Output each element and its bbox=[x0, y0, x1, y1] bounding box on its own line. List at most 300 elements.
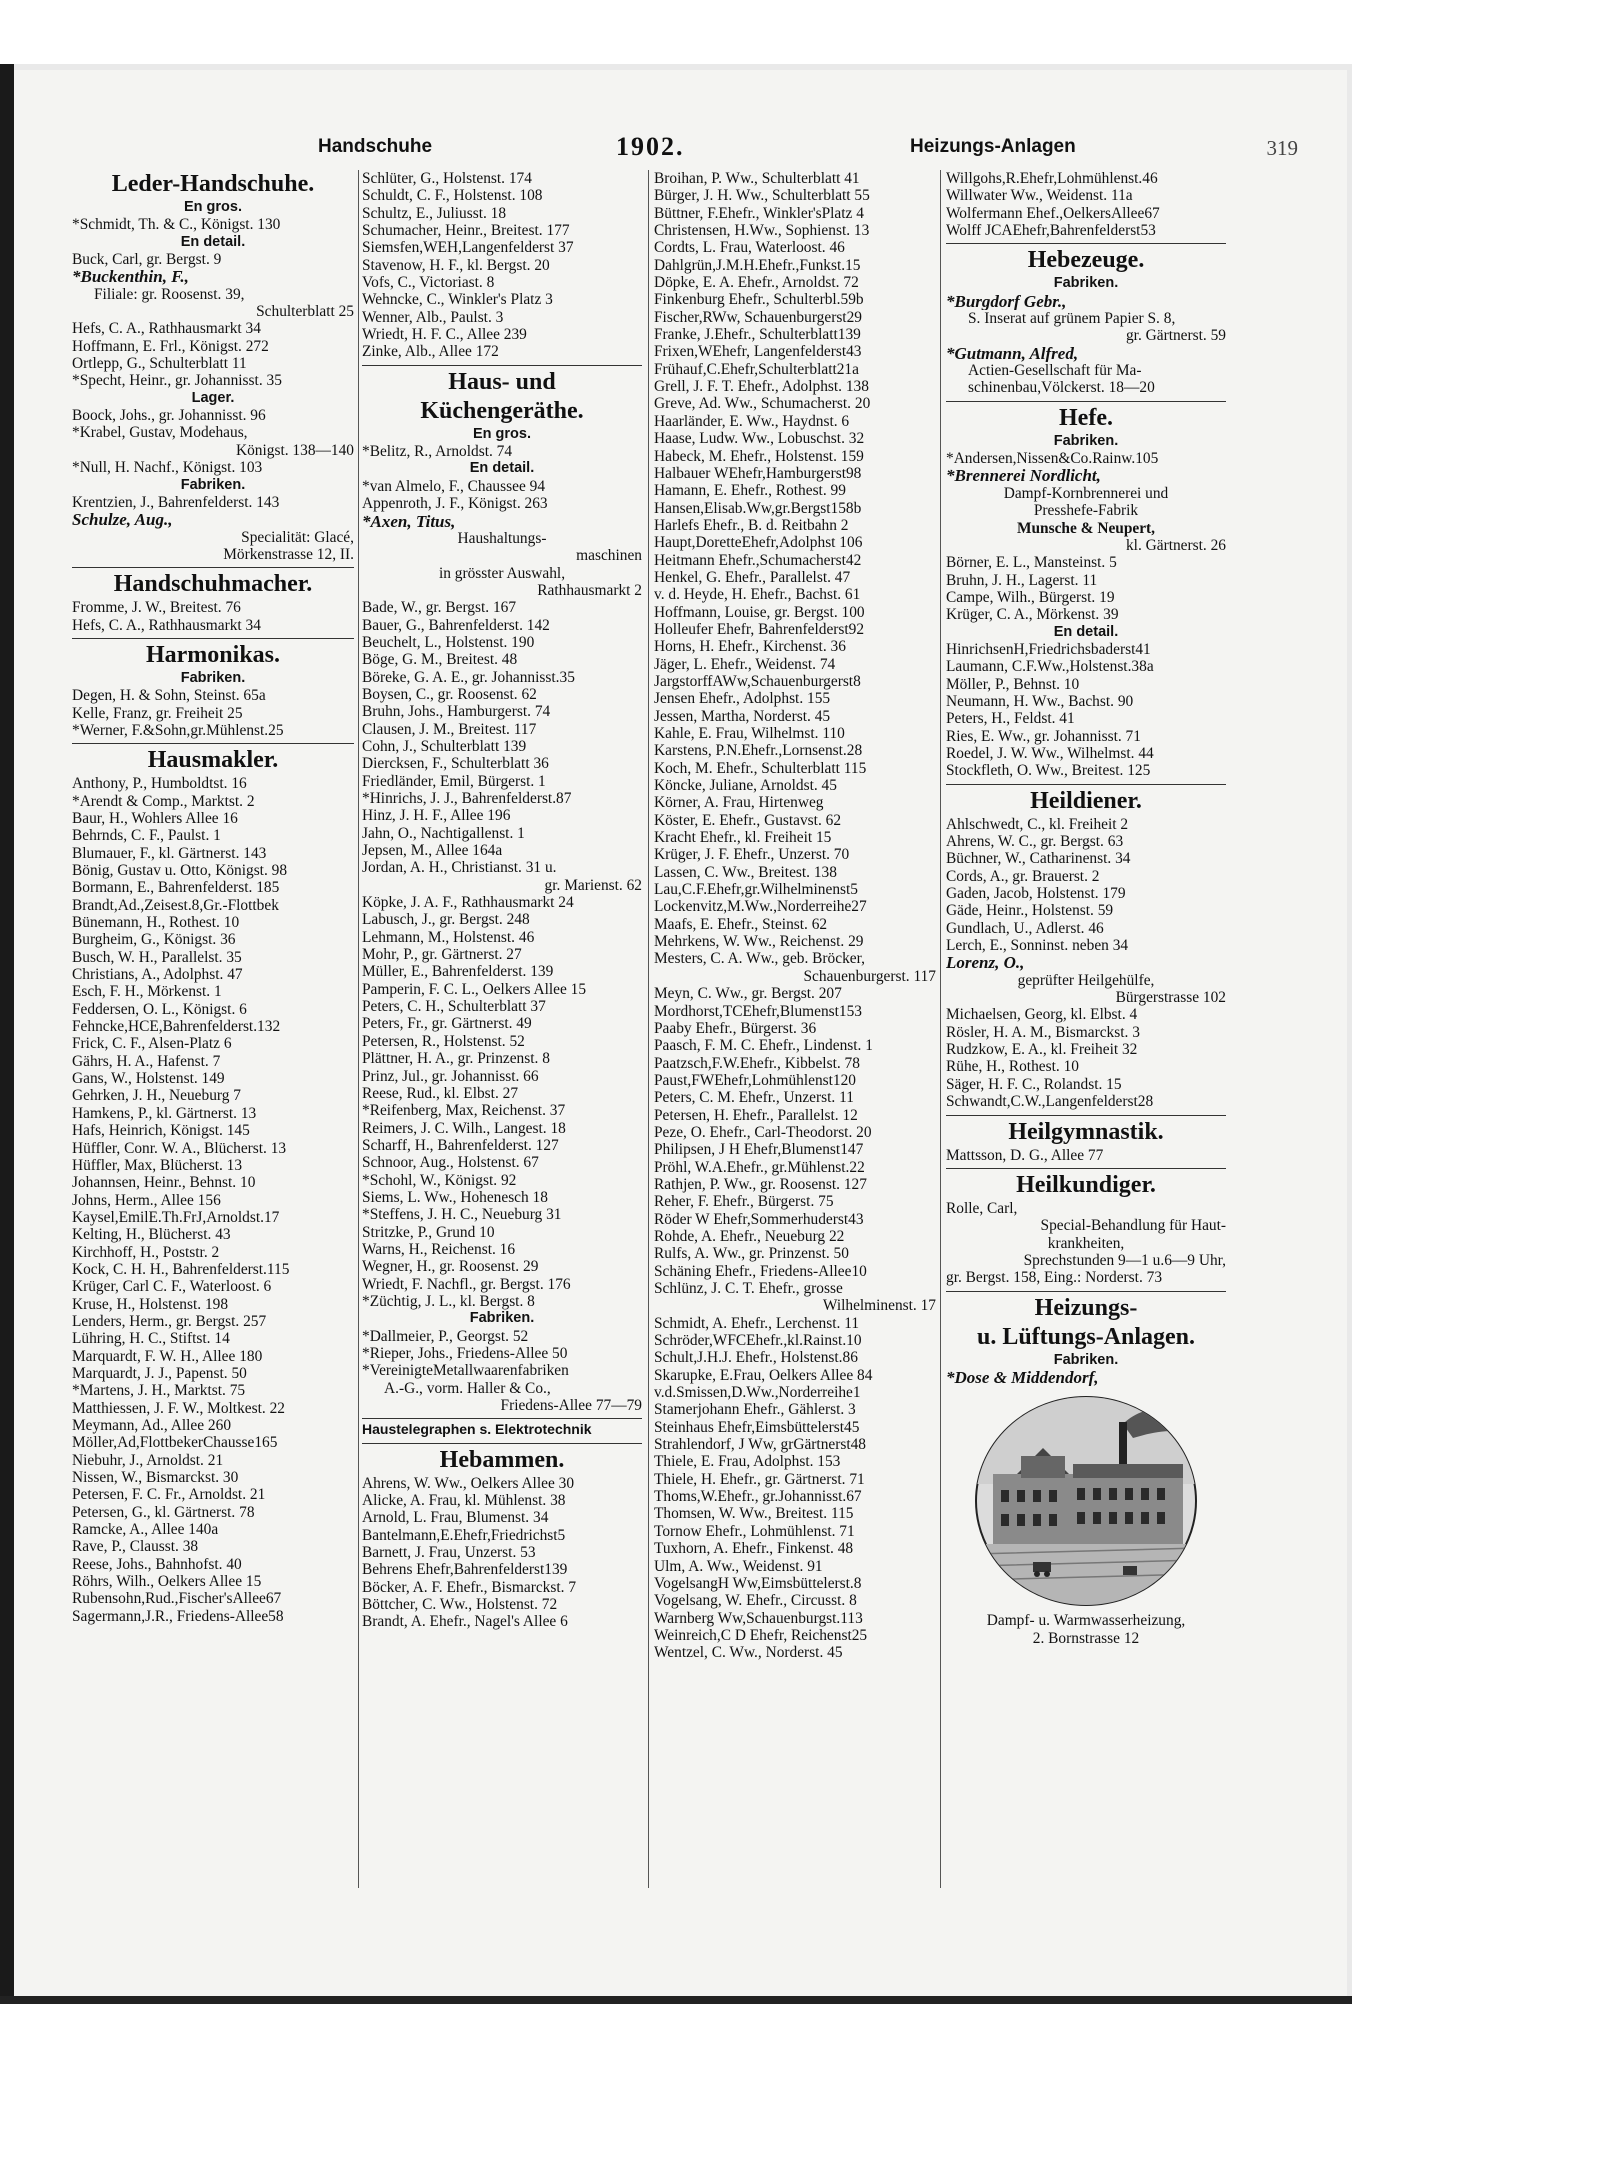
section-heading: Haus- und bbox=[448, 368, 556, 395]
entry-continuation: Special-Behandlung für Haut- bbox=[1040, 1217, 1226, 1235]
directory-entry: Boock, Johs., gr. Johannisst. 96 bbox=[72, 407, 266, 425]
directory-entry: Müller, E., Bahrenfelderst. 139 bbox=[362, 963, 554, 981]
directory-entry: Bantelmann,E.Ehefr,Friedrichst5 bbox=[362, 1526, 566, 1544]
directory-entry: Petersen, G., kl. Gärtnerst. 78 bbox=[72, 1503, 255, 1521]
section-divider bbox=[946, 784, 1226, 785]
directory-entry: Cordts, L. Frau, Waterloost. 46 bbox=[654, 239, 845, 257]
column-2 bbox=[362, 170, 642, 1631]
header-left-title: Handschuhe bbox=[318, 136, 433, 157]
directory-entry: Paust,FWEhefr,Lohmühlenst120 bbox=[654, 1071, 857, 1089]
directory-entry: Frühauf,C.Ehefr,Schulterblatt21a bbox=[654, 360, 859, 378]
directory-entry: Maafs, E. Ehefr., Steinst. 62 bbox=[654, 915, 828, 933]
directory-entry: Stritzke, P., Grund 10 bbox=[362, 1223, 495, 1241]
subsection-label: En gros. bbox=[472, 425, 531, 442]
running-header bbox=[318, 132, 1298, 166]
directory-entry: Thiele, E. Frau, Adolphst. 153 bbox=[654, 1453, 841, 1471]
page-number: 319 bbox=[1266, 136, 1298, 160]
directory-entry: Böge, G. M., Breitest. 48 bbox=[362, 651, 518, 669]
directory-entry: Hamann, E. Ehefr., Rothest. 99 bbox=[654, 482, 846, 500]
directory-entry: Behrens Ehefr,Bahrenfelderst139 bbox=[362, 1561, 568, 1579]
directory-entry: Kruse, H., Holstenst. 198 bbox=[72, 1295, 229, 1313]
subsection-label: Fabriken. bbox=[180, 476, 246, 493]
directory-entry: Fromme, J. W., Breitest. 76 bbox=[72, 599, 241, 617]
directory-entry: Cords, A., gr. Brauerst. 2 bbox=[946, 867, 1100, 885]
directory-entry: Peters, C. H., Schulterblatt 37 bbox=[362, 998, 546, 1016]
directory-entry: Gehrken, J. H., Neueburg 7 bbox=[72, 1087, 241, 1105]
directory-entry: Buck, Carl, gr. Bergst. 9 bbox=[72, 251, 222, 269]
directory-entry: Lau,C.F.Ehefr,gr.Wilhelminenst5 bbox=[654, 881, 858, 899]
directory-entry: Rubensohn,Rud.,Fischer'sAllee67 bbox=[72, 1590, 282, 1608]
entry-continuation: gr. Gärtnerst. 59 bbox=[1125, 327, 1226, 345]
directory-entry: v.d.Smissen,D.Ww.,Norderreihe1 bbox=[654, 1384, 861, 1402]
section-divider bbox=[72, 567, 354, 568]
directory-entry: Ahlschwedt, C., kl. Freiheit 2 bbox=[946, 815, 1129, 833]
directory-entry: Kock, C. H. H., Bahrenfelderst.115 bbox=[72, 1260, 290, 1278]
directory-entry: Gans, W., Holstenst. 149 bbox=[72, 1070, 225, 1088]
directory-entry: *Martens, J. H., Marktst. 75 bbox=[72, 1382, 246, 1400]
section-heading: Handschuhmacher. bbox=[113, 571, 313, 598]
directory-entry: Reese, Johs., Bahnhofst. 40 bbox=[72, 1555, 242, 1573]
directory-entry: Schwandt,C.W.,Langenfelderst28 bbox=[946, 1093, 1154, 1111]
entry-continuation: in grösster Auswahl, bbox=[438, 564, 566, 582]
entry-continuation: Sprechstunden 9—1 u.6—9 Uhr, bbox=[1023, 1251, 1226, 1269]
directory-entry: Siems, L. Ww., Hohenesch 18 bbox=[362, 1188, 548, 1206]
subsection-label: Fabriken. bbox=[180, 669, 246, 686]
directory-entry: Röder W Ehefr,Sommerhuderst43 bbox=[654, 1210, 864, 1228]
directory-entry: Jepsen, M., Allee 164a bbox=[362, 842, 503, 860]
directory-entry: Niebuhr, J., Arnoldst. 21 bbox=[72, 1451, 224, 1469]
directory-entry: Ahrens, W. C., gr. Bergst. 63 bbox=[946, 833, 1124, 850]
directory-entry: Sagermann,J.R., Friedens-Allee58 bbox=[72, 1607, 284, 1625]
directory-entry: Lehmann, M., Holstenst. 46 bbox=[362, 928, 535, 946]
directory-entry: *Dallmeier, P., Georgst. 52 bbox=[362, 1327, 529, 1345]
directory-entry: Rohde, A. Ehefr., Neueburg 22 bbox=[654, 1227, 845, 1245]
directory-entry: Hinz, J. H. F., Allee 196 bbox=[362, 807, 511, 825]
directory-entry: Vofs, C., Victoriast. 8 bbox=[362, 274, 495, 292]
directory-entry: *Hinrichs, J. J., Bahrenfelderst.87 bbox=[362, 790, 572, 807]
directory-entry: Siemsfen,WEH,Langenfelderst 37 bbox=[362, 239, 574, 257]
entry-continuation: gr. Marienst. 62 bbox=[544, 876, 642, 894]
directory-entry: Köster, E. Ehefr., Gustavst. 62 bbox=[654, 811, 842, 829]
directory-entry: Dahlgrün,J.M.H.Ehefr.,Funkst.15 bbox=[654, 256, 861, 274]
entry-continuation: Filiale: gr. Roosenst. 39, bbox=[94, 285, 245, 303]
directory-entry: Beuchelt, L., Holstenst. 190 bbox=[362, 633, 535, 651]
entry-continuation: S. Inserat auf grünem Papier S. 8, bbox=[968, 310, 1176, 328]
entry-continuation: A.-G., vorm. Haller & Co., bbox=[384, 1379, 551, 1397]
directory-entry: Döpke, E. A. Ehefr., Arnoldst. 72 bbox=[654, 274, 859, 292]
directory-entry: Ulm, A. Ww., Weidenst. 91 bbox=[654, 1557, 823, 1575]
directory-entry: Willwater Ww., Weidenst. 11a bbox=[946, 187, 1133, 205]
directory-entry: Lenders, Herm., gr. Bergst. 257 bbox=[72, 1312, 267, 1330]
directory-entry: Horns, H. Ehefr., Kirchenst. 36 bbox=[654, 638, 846, 656]
directory-entry: Christensen, H.Ww., Sophienst. 13 bbox=[654, 222, 870, 240]
directory-entry: Tuxhorn, A. Ehefr., Finkenst. 48 bbox=[654, 1540, 854, 1558]
entry-continuation: Actien-Gesellschaft für Ma- bbox=[968, 362, 1142, 380]
directory-entry: Ahrens, W. Ww., Oelkers Allee 30 bbox=[362, 1474, 575, 1492]
directory-entry: Friedländer, Emil, Bürgerst. 1 bbox=[362, 772, 546, 790]
directory-entry: Ramcke, A., Allee 140a bbox=[72, 1521, 219, 1539]
directory-entry: v. d. Heyde, H. Ehefr., Bachst. 61 bbox=[654, 586, 861, 604]
directory-entry: Rathjen, P. Ww., gr. Roosenst. 127 bbox=[654, 1175, 867, 1193]
directory-entry: Thomsen, W. Ww., Breitest. 115 bbox=[654, 1505, 854, 1523]
directory-entry: Holleufer Ehefr, Bahrenfelderst92 bbox=[654, 620, 865, 638]
directory-entry: Stavenow, H. F., kl. Bergst. 20 bbox=[362, 256, 550, 274]
directory-entry: Frixen,WEhefr, Langenfelderst43 bbox=[654, 343, 862, 361]
directory-entry: Bormann, E., Bahrenfelderst. 185 bbox=[72, 879, 280, 897]
directory-entry: Böreke, G. A. E., gr. Johannisst.35 bbox=[362, 668, 575, 686]
featured-entry: Schulze, Aug., bbox=[72, 511, 173, 529]
directory-entry: Bürger, J. H. Ww., Schulterblatt 55 bbox=[654, 187, 870, 205]
directory-entry: Hefs, C. A., Rathhausmarkt 34 bbox=[72, 320, 261, 338]
directory-entry: Mordhorst,TCEhefr,Blumenst153 bbox=[654, 1002, 862, 1020]
directory-entry: JargstorffAWw,Schauenburgerst8 bbox=[654, 672, 861, 690]
directory-entry: Brandt,Ad.,Zeisest.8,Gr.-Flottbek bbox=[72, 896, 279, 914]
entry-continuation: schinenbau,Völckerst. 18—20 bbox=[968, 379, 1155, 397]
section-divider bbox=[946, 243, 1226, 244]
directory-entry: Philipsen, J H Ehefr,Blumenst147 bbox=[654, 1141, 864, 1159]
directory-entry: Börner, E. L., Mansteinst. 5 bbox=[946, 554, 1117, 572]
entry-continuation: Schauenburgerst. 117 bbox=[803, 967, 936, 985]
section-heading: Heizungs- bbox=[1034, 1294, 1138, 1321]
subsection-label: En detail. bbox=[180, 233, 246, 250]
directory-entry: Reher, F. Ehefr., Bürgerst. 75 bbox=[654, 1193, 834, 1211]
directory-entry: Stockfleth, O. Ww., Breitest. 125 bbox=[946, 762, 1151, 780]
directory-entry: Finkenburg Ehefr., Schulterbl.59b bbox=[654, 291, 864, 309]
directory-entry: *Rieper, Johs., Friedens-Allee 50 bbox=[362, 1345, 568, 1362]
directory-entry: Paaby Ehefr., Bürgerst. 36 bbox=[654, 1019, 817, 1037]
column-divider bbox=[940, 170, 941, 1888]
factory-illustration bbox=[973, 1394, 1199, 1608]
entry-continuation: Wilhelminenst. 17 bbox=[822, 1297, 936, 1315]
directory-entry: *van Almelo, F., Chaussee 94 bbox=[362, 477, 546, 495]
section-heading: u. Lüftungs-Anlagen. bbox=[976, 1323, 1196, 1350]
directory-entry: Krentzien, J., Bahrenfelderst. 143 bbox=[72, 493, 280, 511]
featured-entry: *Brennerei Nordlicht, bbox=[946, 467, 1101, 485]
directory-entry: Diercksen, F., Schulterblatt 36 bbox=[362, 755, 549, 773]
entry-continuation: Rathhausmarkt 2 bbox=[537, 581, 642, 599]
directory-entry: Kahle, E. Frau, Wilhelmst. 110 bbox=[654, 725, 845, 742]
directory-entry: Ortlepp, G., Schulterblatt 11 bbox=[72, 355, 247, 373]
directory-entry: Heitmann Ehefr.,Schumacherst42 bbox=[654, 551, 862, 569]
entry-continuation: Schulterblatt 25 bbox=[256, 303, 354, 321]
directory-entry: Büttner, F.Ehefr., Winkler'sPlatz 4 bbox=[654, 204, 864, 222]
entry-continuation: 2. Bornstrasse 12 bbox=[1032, 1629, 1140, 1647]
directory-entry: Tornow Ehefr., Lohmühlenst. 71 bbox=[654, 1522, 855, 1540]
directory-entry: Hoffmann, Louise, gr. Bergst. 100 bbox=[654, 603, 865, 621]
directory-entry: Boysen, C., gr. Roosenst. 62 bbox=[362, 685, 537, 703]
directory-entry: Plättner, H. A., gr. Prinzenst. 8 bbox=[362, 1050, 550, 1068]
directory-entry: Schmidt, A. Ehefr., Lerchenst. 11 bbox=[654, 1314, 860, 1332]
subsection-label: Fabriken. bbox=[469, 1310, 535, 1327]
directory-entry: Rühe, H., Rothest. 10 bbox=[946, 1058, 1079, 1076]
section-heading: Küchengeräthe. bbox=[420, 397, 584, 424]
directory-entry: Petersen, H. Ehefr., Parallelst. 12 bbox=[654, 1106, 858, 1124]
directory-entry: Nissen, W., Bismarckst. 30 bbox=[72, 1469, 239, 1487]
directory-entry: Krüger, C. A., Mörkenst. 39 bbox=[946, 606, 1119, 624]
column-divider bbox=[648, 170, 649, 1888]
featured-entry: *Gutmann, Alfred, bbox=[946, 344, 1079, 363]
directory-entry: Säger, H. F. C., Rolandst. 15 bbox=[946, 1075, 1122, 1093]
entry-continuation: Friedens-Allee 77—79 bbox=[500, 1397, 642, 1415]
entry-continuation: Specialität: Glacé, bbox=[241, 528, 354, 546]
featured-entry: *Dose & Middendorf, bbox=[946, 1368, 1099, 1387]
directory-entry: Vogelsang, W. Ehefr., Circusst. 8 bbox=[654, 1592, 857, 1610]
directory-entry: *Schohl, W., Königst. 92 bbox=[362, 1171, 517, 1189]
section-heading: Leder-Handschuhe. bbox=[111, 171, 315, 197]
directory-entry: Bünemann, H., Rothest. 10 bbox=[72, 914, 240, 932]
directory-entry: *Reifenberg, Max, Reichenst. 37 bbox=[362, 1102, 566, 1120]
directory-entry: Ries, E. Ww., gr. Johannisst. 71 bbox=[946, 727, 1141, 745]
directory-entry: Pamperin, F. C. L., Oelkers Allee 15 bbox=[362, 980, 587, 998]
directory-entry: Wriedt, H. F. C., Allee 239 bbox=[362, 326, 527, 344]
directory-entry: Mesters, C. A. Ww., geb. Bröcker, bbox=[654, 950, 865, 968]
featured-entry: Munsche & Neupert, bbox=[1016, 519, 1156, 537]
directory-entry: HinrichsenH,Friedrichsbaderst41 bbox=[946, 640, 1151, 658]
directory-entry: Willgohs,R.Ehefr,Lohmühlenst.46 bbox=[946, 170, 1158, 187]
directory-entry: Skarupke, E.Frau, Oelkers Allee 84 bbox=[654, 1366, 873, 1384]
directory-entry: Jordan, A. H., Christianst. 31 u. bbox=[362, 859, 557, 877]
directory-entry: Mehrkens, W. Ww., Reichenst. 29 bbox=[654, 933, 864, 951]
directory-entry: Hefs, C. A., Rathhausmarkt 34 bbox=[72, 616, 261, 634]
directory-entry: Rudzkow, E. A., kl. Freiheit 32 bbox=[946, 1041, 1138, 1059]
directory-entry: Wegner, H., gr. Roosenst. 29 bbox=[362, 1258, 539, 1276]
featured-entry: *Buckenthin, F., bbox=[72, 268, 189, 286]
directory-entry: Gaden, Jacob, Holstenst. 179 bbox=[946, 885, 1126, 903]
directory-entry: Pröhl, W.A.Ehefr., gr.Mühlenst.22 bbox=[654, 1158, 865, 1176]
directory-entry: Hoffmann, E. Frl., Königst. 272 bbox=[72, 337, 269, 355]
directory-entry: Lockenvitz,M.Ww.,Norderreihe27 bbox=[654, 898, 867, 916]
directory-entry: Peters, H., Feldst. 41 bbox=[946, 710, 1075, 728]
section-divider bbox=[946, 1291, 1226, 1292]
directory-entry: Feddersen, O. L., Königst. 6 bbox=[72, 1000, 247, 1018]
directory-entry: Appenroth, J. F., Königst. 263 bbox=[362, 495, 548, 513]
featured-entry: *Axen, Titus, bbox=[362, 512, 456, 530]
directory-entry: Wolff JCAEhefr,Bahrenfelderst53 bbox=[946, 222, 1156, 240]
directory-entry: Böcker, A. F. Ehefr., Bismarckst. 7 bbox=[362, 1578, 577, 1596]
directory-entry: Köpke, J. A. F., Rathhausmarkt 24 bbox=[362, 894, 574, 912]
header-right-title: Heizungs-Anlagen bbox=[910, 136, 1076, 157]
directory-entry: Schuldt, C. F., Holstenst. 108 bbox=[362, 187, 543, 205]
directory-entry: Bauer, G., Bahrenfelderst. 142 bbox=[362, 616, 550, 634]
directory-entry: Christians, A., Adolphst. 47 bbox=[72, 966, 243, 984]
directory-entry: Möller,Ad,FlottbekerChausse165 bbox=[72, 1434, 278, 1452]
directory-entry: Rolle, Carl, bbox=[946, 1199, 1018, 1217]
directory-entry: *Arendt & Comp., Marktst. 2 bbox=[72, 792, 255, 810]
section-divider bbox=[72, 743, 354, 744]
directory-entry: Henkel, G. Ehefr., Parallelst. 47 bbox=[654, 568, 851, 586]
directory-entry: Greve, Ad. Ww., Schumacherst. 20 bbox=[654, 395, 871, 413]
directory-entry: Barnett, J. Frau, Unzerst. 53 bbox=[362, 1544, 536, 1562]
directory-entry: Kirchhoff, H., Poststr. 2 bbox=[72, 1243, 220, 1261]
directory-entry: Brandt, A. Ehefr., Nagel's Allee 6 bbox=[362, 1613, 568, 1631]
directory-entry: Degen, H. & Sohn, Steinst. 65a bbox=[72, 687, 266, 705]
directory-entry: Wenner, Alb., Paulst. 3 bbox=[362, 308, 504, 326]
directory-entry: Schäning Ehefr., Friedens-Allee10 bbox=[654, 1262, 867, 1280]
subsection-label: Fabriken. bbox=[1053, 275, 1119, 292]
directory-entry: Scharff, H., Bahrenfelderst. 127 bbox=[362, 1136, 559, 1154]
featured-entry: *Burgdorf Gebr., bbox=[946, 292, 1067, 311]
directory-entry: Röhrs, Wilh., Oelkers Allee 15 bbox=[72, 1573, 262, 1591]
directory-entry: Warns, H., Reichenst. 16 bbox=[362, 1240, 516, 1258]
directory-entry: Möller, P., Behnst. 10 bbox=[946, 675, 1080, 693]
directory-entry: Clausen, J. M., Breitest. 117 bbox=[362, 720, 537, 738]
directory-entry: Peters, Fr., gr. Gärtnerst. 49 bbox=[362, 1015, 532, 1033]
directory-entry: Wehncke, C., Winkler's Platz 3 bbox=[362, 291, 553, 309]
subsection-label: Lager. bbox=[191, 389, 235, 406]
subsection-label: En gros. bbox=[183, 199, 242, 215]
directory-entry: Krüger, Carl C. F., Waterloost. 6 bbox=[72, 1278, 272, 1296]
directory-entry: Rulfs, A. Ww., gr. Prinzenst. 50 bbox=[654, 1245, 849, 1263]
directory-entry: Schultz, E., Juliusst. 18 bbox=[362, 204, 507, 222]
cross-reference: Haustelegraphen s. Elektrotechnik bbox=[362, 1421, 592, 1438]
directory-entry: Thoms,W.Ehefr., gr.Johannisst.67 bbox=[654, 1488, 862, 1506]
directory-entry: *Züchtig, J. L., kl. Bergst. 8 bbox=[362, 1292, 535, 1310]
directory-entry: Baur, H., Wohlers Allee 16 bbox=[72, 809, 238, 827]
featured-entry: Lorenz, O., bbox=[946, 954, 1025, 972]
directory-entry: Rösler, H. A. M., Bismarckst. 3 bbox=[946, 1023, 1140, 1041]
directory-entry: Frick, C. F., Alsen-Platz 6 bbox=[72, 1035, 232, 1053]
entry-continuation: Bürgerstrasse 102 bbox=[1115, 989, 1226, 1007]
entry-continuation: Haushaltungs- bbox=[457, 529, 547, 547]
directory-entry: Meymann, Ad., Allee 260 bbox=[72, 1417, 232, 1434]
directory-entry: Haupt,DoretteEhefr,Adolphst 106 bbox=[654, 534, 863, 552]
directory-entry: Gäde, Heinr., Holstenst. 59 bbox=[946, 902, 1114, 920]
directory-entry: Bruhn, Johs., Hamburgerst. 74 bbox=[362, 703, 551, 721]
directory-entry: Weinreich,C D Ehefr, Reichenst25 bbox=[654, 1626, 868, 1644]
directory-entry: Wentzel, C. Ww., Norderst. 45 bbox=[654, 1644, 843, 1662]
directory-entry: Wriedt, F. Nachfl., gr. Bergst. 176 bbox=[362, 1275, 571, 1293]
directory-entry: Grell, J. F. T. Ehefr., Adolphst. 138 bbox=[654, 378, 869, 396]
directory-entry: Arnold, L. Frau, Blumenst. 34 bbox=[362, 1509, 549, 1527]
header-year: 1902. bbox=[616, 132, 685, 161]
directory-entry: Campe, Wilh., Bürgerst. 19 bbox=[946, 588, 1115, 606]
directory-entry: Böttcher, C. Ww., Holstenst. 72 bbox=[362, 1596, 558, 1614]
directory-entry: Lassen, C. Ww., Breitest. 138 bbox=[654, 863, 837, 881]
directory-entry: *Specht, Heinr., gr. Johannisst. 35 bbox=[72, 372, 282, 390]
column-1 bbox=[72, 170, 354, 1625]
entry-continuation: maschinen bbox=[576, 547, 642, 565]
section-heading: Harmonikas. bbox=[145, 641, 280, 668]
directory-entry: Blumauer, F., kl. Gärtnerst. 143 bbox=[72, 844, 267, 862]
directory-entry: Lerch, E., Sonninst. neben 34 bbox=[946, 937, 1129, 955]
directory-entry: Behrnds, C. F., Paulst. 1 bbox=[72, 827, 221, 845]
directory-entry: Prinz, Jul., gr. Johannisst. 66 bbox=[362, 1067, 539, 1085]
subsection-label: Fabriken. bbox=[1053, 432, 1119, 449]
section-divider bbox=[362, 365, 642, 366]
entry-continuation: geprüfter Heilgehülfe, bbox=[1017, 971, 1155, 989]
directory-entry: Jahn, O., Nachtigallenst. 1 bbox=[362, 824, 525, 842]
entry-continuation: Dampf- u. Warmwasserheizung, bbox=[986, 1612, 1186, 1630]
directory-entry: Marquardt, F. W. H., Allee 180 bbox=[72, 1347, 263, 1365]
directory-entry: Laumann, C.F.Ww.,Holstenst.38a bbox=[946, 658, 1154, 676]
section-heading: Heildiener. bbox=[1030, 787, 1142, 814]
column-3 bbox=[654, 170, 936, 1662]
section-divider bbox=[362, 1418, 642, 1419]
directory-entry: Thiele, H. Ehefr., gr. Gärtnerst. 71 bbox=[654, 1470, 865, 1488]
entry-continuation: Königst. 138—140 bbox=[236, 441, 354, 459]
directory-entry: Kaysel,EmilE.Th.FrJ,Arnoldst.17 bbox=[72, 1208, 280, 1226]
directory-entry: Anthony, P., Humboldtst. 16 bbox=[72, 775, 247, 793]
directory-entry: Hüffler, Max, Blücherst. 13 bbox=[72, 1156, 243, 1174]
directory-entry: Halbauer WEhefr,Hamburgerst98 bbox=[654, 464, 862, 482]
entry-continuation: krankheiten, bbox=[1047, 1234, 1125, 1252]
directory-entry: Kracht Ehefr., kl. Freiheit 15 bbox=[654, 829, 832, 847]
directory-entry: Petersen, F. C. Fr., Arnoldst. 21 bbox=[72, 1486, 266, 1504]
section-heading: Hausmakler. bbox=[147, 747, 279, 774]
section-divider bbox=[72, 638, 354, 639]
directory-entry: Labusch, J., gr. Bergst. 248 bbox=[362, 911, 530, 929]
scan-bottom-edge bbox=[0, 1996, 1352, 2004]
column-4 bbox=[946, 170, 1226, 1647]
directory-entry: Paatzsch,F.W.Ehefr., Kibbelst. 78 bbox=[654, 1054, 860, 1072]
directory-entry: Michaelsen, Georg, kl. Elbst. 4 bbox=[946, 1006, 1138, 1024]
directory-entry: Gährs, H. A., Hafenst. 7 bbox=[72, 1052, 221, 1070]
directory-entry: Busch, W. H., Parallelst. 35 bbox=[72, 948, 242, 966]
directory-entry: Lühring, H. C., Stiftst. 14 bbox=[72, 1330, 230, 1348]
directory-entry: Büchner, W., Catharinenst. 34 bbox=[946, 850, 1131, 868]
directory-entry: Peters, C. M. Ehefr., Unzerst. 11 bbox=[654, 1089, 854, 1107]
directory-entry: Haarländer, E. Ww., Haydnst. 6 bbox=[654, 412, 850, 430]
entry-continuation: Dampf-Kornbrennerei und bbox=[1003, 484, 1169, 502]
directory-entry: Peze, O. Ehefr., Carl-Theodorst. 20 bbox=[654, 1123, 872, 1141]
section-heading: Heilkundiger. bbox=[1016, 1171, 1156, 1198]
directory-entry: *Belitz, R., Arnoldst. 74 bbox=[362, 443, 513, 461]
section-heading: Hefe. bbox=[1059, 404, 1113, 431]
directory-entry: Broihan, P. Ww., Schulterblatt 41 bbox=[654, 170, 860, 187]
entry-continuation: Mörkenstrasse 12, II. bbox=[223, 545, 354, 563]
directory-entry: Neumann, H. Ww., Bachst. 90 bbox=[946, 692, 1134, 710]
directory-entry: Hamkens, P., kl. Gärtnerst. 13 bbox=[72, 1104, 257, 1122]
directory-entry: VogelsangH Ww,Eimsbüttelerst.8 bbox=[654, 1574, 862, 1592]
section-heading: Heilgymnastik. bbox=[1008, 1118, 1164, 1145]
scan-left-edge bbox=[0, 64, 14, 2004]
directory-entry: *Krabel, Gustav, Modehaus, bbox=[72, 424, 248, 442]
directory-entry: Köncke, Juliane, Arnoldst. 45 bbox=[654, 777, 837, 795]
directory-entry: Warnberg Ww,Schauenburgst.113 bbox=[654, 1609, 863, 1627]
directory-entry: *Steffens, J. H. C., Neueburg 31 bbox=[362, 1206, 562, 1224]
directory-entry: Hansen,Elisab.Ww,gr.Bergst158b bbox=[654, 499, 862, 517]
directory-entry: gr. Bergst. 158, Eing.: Norderst. 73 bbox=[946, 1269, 1163, 1287]
directory-entry: Steinhaus Ehefr,Eimsbüttelerst45 bbox=[654, 1418, 860, 1436]
directory-entry: Mohr, P., gr. Gärtnerst. 27 bbox=[362, 946, 522, 964]
directory-entry: Fischer,RWw, Schauenburgerst29 bbox=[654, 308, 862, 326]
directory-entry: Habeck, M. Ehefr., Holstenst. 159 bbox=[654, 447, 864, 465]
directory-entry: Jessen, Martha, Norderst. 45 bbox=[654, 707, 831, 725]
directory-entry: *Andersen,Nissen&Co.Rainw.105 bbox=[946, 450, 1159, 468]
directory-entry: Mattsson, D. G., Allee 77 bbox=[946, 1146, 1104, 1164]
directory-entry: Körner, A. Frau, Hirtenweg bbox=[654, 794, 824, 812]
directory-entry: Paasch, F. M. C. Ehefr., Lindenst. 1 bbox=[654, 1037, 873, 1055]
directory-entry: Zinke, Alb., Allee 172 bbox=[362, 343, 499, 361]
directory-entry: Haase, Ludw. Ww., Lobuschst. 32 bbox=[654, 430, 865, 448]
directory-entry: Jäger, L. Ehefr., Weidenst. 74 bbox=[654, 655, 836, 673]
directory-entry: Hafs, Heinrich, Königst. 145 bbox=[72, 1122, 250, 1140]
entry-continuation: Presshefe-Fabrik bbox=[1033, 502, 1139, 520]
directory-entry: Johns, Herm., Allee 156 bbox=[72, 1191, 221, 1209]
directory-entry: Krüger, J. F. Ehefr., Unzerst. 70 bbox=[654, 846, 850, 864]
directory-entry: Stamerjohann Ehefr., Gählerst. 3 bbox=[654, 1401, 856, 1419]
directory-entry: Koch, M. Ehefr., Schulterblatt 115 bbox=[654, 759, 867, 777]
directory-entry: Kelle, Franz, gr. Freiheit 25 bbox=[72, 704, 243, 722]
directory-entry: *VereinigteMetallwaarenfabriken bbox=[362, 1362, 569, 1380]
subsection-label: En detail. bbox=[1053, 623, 1119, 640]
section-heading: Hebezeuge. bbox=[1027, 247, 1145, 274]
directory-entry: Jensen Ehefr., Adolphst. 155 bbox=[654, 690, 831, 708]
directory-entry: Schnoor, Aug., Holstenst. 67 bbox=[362, 1154, 539, 1172]
directory-entry: Schumacher, Heinr., Breitest. 177 bbox=[362, 222, 570, 240]
directory-entry: Johannsen, Heinr., Behnst. 10 bbox=[72, 1174, 256, 1192]
directory-entry: Roedel, J. W. Ww., Wilhelmst. 44 bbox=[946, 744, 1154, 762]
